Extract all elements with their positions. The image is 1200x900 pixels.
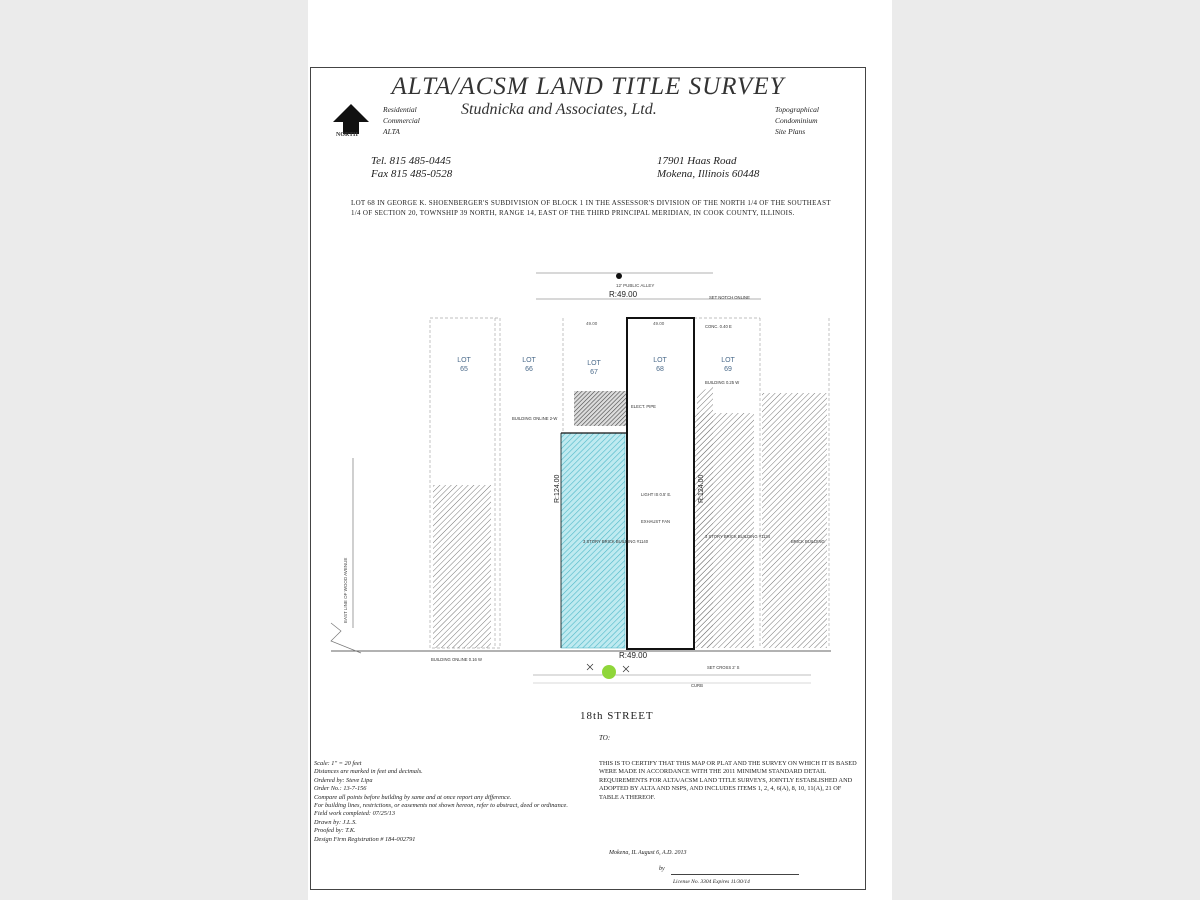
- place-date: Mokena, IL August 6, A.D. 2013: [609, 850, 687, 856]
- lot-number-67: 67: [590, 369, 598, 376]
- note-building-0-16: BUILDING ONLINE 0.16 W: [431, 657, 482, 662]
- note-distances: Distances are marked in feet and decimals.: [314, 768, 423, 776]
- note-field-work: Field work completed: 07/25/13: [314, 810, 395, 818]
- note-elect-pipe: ELECT. PIPE: [631, 404, 656, 409]
- service-commercial: Commercial: [383, 116, 420, 125]
- lot-label-69: LOT: [721, 357, 735, 364]
- note-scale: Scale: 1" = 20 feet: [314, 760, 362, 767]
- note-building-025: BUILDING 0.25 W: [705, 380, 740, 385]
- note-curb: CURB: [691, 683, 703, 688]
- note-set-notch: SET NOTCH ONLINE: [709, 295, 750, 300]
- legal-description: LOT 68 IN GEORGE K. SHOENBERGER'S SUBDIVISION OF BLOCK 1 IN THE ASSESSOR'S DIVISION OF THE NORTH 1/4 OF THE SOUTHEAST 1/4 OF SECTION 20, TOWNSHIP 39 NORTH, RANGE 14, EAST OF THE THIRD PRINCIPAL MERIDIAN, IN COOK COUNTY, ILLINOIS.: [351, 199, 831, 217]
- note-registration: Design Firm Registration # 184-002791: [314, 835, 416, 843]
- lot-label-68: LOT: [653, 357, 667, 364]
- west-line-label: EAST LINE OF WOOD AVENUE: [343, 557, 348, 623]
- alley-label: 12' PUBLIC ALLEY: [616, 283, 655, 288]
- width-top-68: 49.00: [653, 321, 665, 326]
- note-compare: Compare all points before building by same and at once report any difference.: [314, 793, 512, 801]
- monument-marker-icon: [602, 665, 616, 679]
- survey-title: ALTA/ACSM LAND TITLE SURVEY: [391, 73, 785, 100]
- fax-number: Fax 815 485-0528: [371, 168, 453, 180]
- width-top-67: 49.00: [586, 321, 598, 326]
- record-side-left: R:124.00: [554, 474, 561, 503]
- note-brick-building: BRICK BUILDING: [791, 539, 825, 544]
- survey-notes: [314, 760, 574, 844]
- north-label: NORTH: [336, 132, 358, 138]
- lot-label-67: LOT: [587, 360, 601, 367]
- lot-label-65: LOT: [457, 357, 471, 364]
- note-3-story-right: 3 STORY BRICK BUILDING #1134: [705, 534, 771, 539]
- note-light-1: LIGHT IS 0.5' E.: [641, 492, 672, 497]
- to-label: TO:: [599, 734, 611, 742]
- street-label: 18th STREET: [580, 710, 654, 722]
- firm-name: Studnicka and Associates, Ltd.: [461, 101, 657, 118]
- signature-line: [671, 874, 799, 875]
- building-lot-65: [433, 485, 491, 648]
- address-street: 17901 Haas Road: [657, 155, 737, 167]
- survey-sheet: [310, 67, 866, 890]
- certification-text: THIS IS TO CERTIFY THAT THIS MAP OR PLAT AND THE SURVEY ON WHICH IT IS BASED WERE MADE IN ACCORDANCE WITH THE 2011 MINIMUM STANDARD DETAIL REQUIREMENTS FOR ALTA/ACSM LAND TITLE SURVEYS, JOINTLY ESTABLISHED AND ADOPTED BY ALTA AND NSPS, AND INCLUDES ITEMS 1, 2, 4, 6(A), 8, 10, 11(A), 21 OF TABLE A THEREOF.: [599, 760, 857, 801]
- garage-lot-67: [574, 391, 627, 426]
- lot-label-66: LOT: [522, 357, 536, 364]
- record-bottom: R:49.00: [619, 651, 648, 660]
- note-set-cross: SET CROSS 2' S: [707, 665, 740, 670]
- record-side-right: R:124.00: [698, 474, 705, 503]
- record-top: R:49.00: [609, 290, 638, 299]
- services-left: [383, 104, 420, 137]
- lot-number-68: 68: [656, 366, 664, 373]
- note-drawn-by: Drawn by: J.L.S.: [314, 818, 357, 826]
- note-building-online-2w: BUILDING ONLINE 2-W: [512, 416, 558, 421]
- address-block: [657, 155, 759, 181]
- note-building-lines: For building lines, restrictions, or easements not shown hereon, refer to abstract, deed or ordinance.: [314, 802, 568, 810]
- address-city: Mokena, Illinois 60448: [657, 168, 760, 180]
- service-topographical: Topographical: [775, 105, 819, 114]
- lot-number-66: 66: [525, 366, 533, 373]
- service-residential: Residential: [383, 105, 417, 114]
- note-order-no: Order No.: 13-7-156: [314, 785, 367, 793]
- note-proofed-by: Proofed by: T.K.: [314, 827, 356, 835]
- service-alta: ALTA: [383, 127, 400, 136]
- phone-block: [371, 155, 452, 181]
- lot-number-65: 65: [460, 366, 468, 373]
- note-conc: CONC. 0.40 E: [705, 324, 732, 329]
- note-ordered-by: Ordered by: Steve Lipa: [314, 776, 373, 784]
- signature-by: by: [659, 866, 665, 872]
- note-exhaust-fan: EXHAUST FAN: [641, 519, 671, 524]
- building-lot-70: [762, 393, 827, 648]
- building-lot-69: [694, 413, 754, 648]
- plat-drawing: [311, 263, 867, 703]
- phone-number: Tel. 815 485-0445: [371, 155, 451, 167]
- services-right: [775, 104, 819, 137]
- service-site-plans: Site Plans: [775, 127, 806, 136]
- service-condominium: Condominium: [775, 116, 818, 125]
- break-line: [331, 623, 361, 653]
- alley-monument-marker: [616, 273, 622, 279]
- note-3-story-left: 3 STORY BRICK BUILDING #1140: [583, 539, 649, 544]
- lot-number-69: 69: [724, 366, 732, 373]
- license-info: License No. 3304 Expires 11/30/14: [673, 879, 750, 885]
